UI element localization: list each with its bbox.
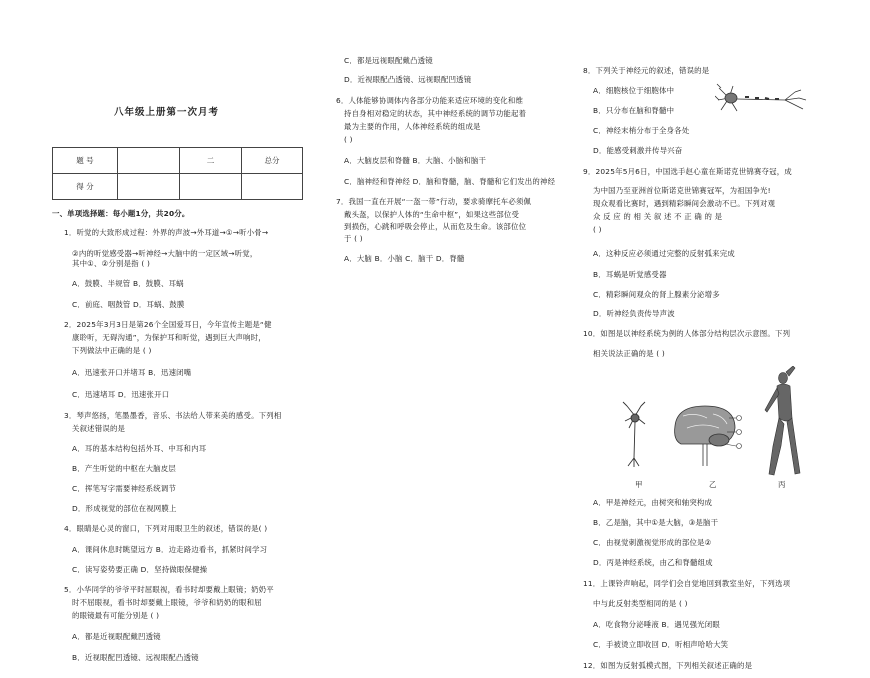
q10-line: 10．如图是以神经系统为例的人体部分结构层次示意图。下列 — [583, 329, 791, 338]
q10-option: D．丙是神经系统，由乙和脊髓组成 — [593, 558, 713, 567]
q5-line: 时不屈眼视，看书时却要戴上眼镜，爷爷和奶奶的眼和屈 — [72, 598, 262, 607]
q2-line: 康聆听，无碍沟通”，为保护耳和听觉，遇到巨大声响时， — [72, 333, 266, 342]
q1-line: 1．听觉的大致形成过程：外界的声波→外耳道→①→听小骨→ — [64, 228, 269, 237]
q5-option: A．都是近视眼配戴凹透镜 — [72, 632, 161, 641]
table-cell: 二 — [180, 148, 242, 174]
nervous-system-figure — [615, 366, 825, 486]
q9-line: ( ) — [593, 225, 602, 234]
q5-option: D．近视眼配凸透镜、远视眼配凹透镜 — [344, 75, 472, 84]
column-2 — [320, 0, 575, 678]
q9-option: A．这种反应必须通过完整的反射弧来完成 — [593, 249, 735, 258]
q8-option: C．神经末梢分布于全身各处 — [593, 126, 690, 135]
figure-label-bing: 丙 — [778, 480, 786, 489]
q5-line: 5．小华同学的爷爷平时屈眼视，看书时却要戴上眼镜；奶奶平 — [64, 585, 274, 594]
q2-line: 下列做法中正确的是 ( ) — [72, 346, 152, 355]
figure-label-yi: 乙 — [709, 480, 717, 489]
q8-option: B．只分布在脑和脊髓中 — [593, 106, 675, 115]
q1-option: A．鼓膜、半规管 B．鼓膜、耳蜗 — [72, 279, 184, 288]
q11-line: 11．上课铃声响起，同学们会自觉地回到教室坐好，下列选项 — [583, 579, 791, 588]
q9-line: 为中国乃至亚洲首位斯诺克世锦赛冠军，为祖国争光! — [593, 186, 771, 195]
q3-option: D．形成视觉的部位在视网膜上 — [72, 504, 177, 513]
q3-line: 关叙述错误的是 — [72, 424, 126, 433]
table-cell — [118, 174, 180, 200]
q8-line: 8．下列关于神经元的叙述，错误的是 — [583, 66, 710, 75]
q6-line: 持自身相对稳定的状态，其中神经系统的调节功能起着 — [344, 109, 527, 118]
q6-option: A．大脑皮层和脊髓 B．大脑、小脑和脑干 — [344, 156, 487, 165]
q4-option: C．读写姿势要正确 D．坚持做眼保健操 — [72, 565, 208, 574]
q3-option: B．产生听觉的中枢在大脑皮层 — [72, 464, 176, 473]
q1-line: 其中①、②分别是指 ( ) — [72, 259, 151, 268]
q9-option: D．听神经负责传导声波 — [593, 309, 675, 318]
q6-line: 6．人体能够协调体内各部分功能来适应环境的变化和维 — [336, 96, 524, 105]
q5-option: B．近视眼配凹透镜、远视眼配凸透镜 — [72, 653, 199, 662]
q11-option: A．吃食物分泌唾液 B．遇见强光闭眼 — [593, 620, 720, 629]
q9-line: 9．2025年5月6日，中国选手赵心童在斯诺克世锦赛夺冠，成 — [583, 167, 792, 176]
q3-option: A．耳的基本结构包括外耳、中耳和内耳 — [72, 444, 207, 453]
q5-line: 的眼镜最有可能分别是 ( ) — [72, 611, 160, 620]
q10-line: 相关说法正确的是 ( ) — [593, 349, 665, 358]
q12-line: 12．如图为反射弧模式图，下列相关叙述正确的是 — [583, 661, 753, 670]
q2-line: 2．2025年3月3日是第26个全国爱耳日，今年宣传主题是“健 — [64, 320, 272, 329]
human-body-icon — [765, 366, 800, 475]
q8-option: A．细胞核位于细胞体中 — [593, 86, 675, 95]
q5-option: C．都是远视眼配戴凸透镜 — [344, 56, 433, 65]
score-table — [52, 147, 303, 200]
q9-option: B．耳蜗是听觉感受器 — [593, 270, 667, 279]
score-table-row — [53, 148, 303, 174]
q1-option: C．前庭、咽鼓管 D．耳蜗、鼓膜 — [72, 300, 185, 309]
q10-option: C．由视觉刺激视觉形成的部位是② — [593, 538, 712, 547]
q3-line: 3．琴声悠扬，笔墨墨香，音乐、书法给人带来美的感受。下列相 — [64, 411, 282, 420]
q7-line: 戴头盔，以保护人体的“生命中枢”，如果这些部位受 — [344, 210, 520, 219]
q4-option: A．课间休息时眺望远方 B．边走路边看书，抓紧时间学习 — [72, 545, 268, 554]
table-cell: 得 分 — [53, 174, 118, 200]
q6-line: 最为主要的作用，人体神经系统的组成是 — [344, 122, 481, 131]
neuron-icon — [623, 402, 645, 467]
q3-option: C．挥笔写字需要神经系统调节 — [72, 484, 177, 493]
q11-line: 中与此反射类型相同的是 ( ) — [593, 599, 688, 608]
table-cell: 题 号 — [53, 148, 118, 174]
q7-option: A．大脑 B．小脑 C．脑干 D．脊髓 — [344, 254, 465, 263]
q7-line: 到损伤，心跳和呼吸会停止，从而危及生命。该部位位 — [344, 222, 527, 231]
column-3 — [575, 0, 870, 678]
q7-line: 于 ( ) — [344, 234, 363, 243]
page-title: 八年级上册第一次月考 — [114, 107, 220, 118]
q9-line: 众 反 应 的 相 关 叙 述 不 正 确 的 是 — [593, 212, 723, 221]
table-cell — [118, 148, 180, 174]
q7-line: 7．我国一直在开展“一盔一带”行动，要求骑摩托车必须佩 — [336, 197, 532, 206]
q9-line: 现众观看比赛时，遇到精彩瞬间会激动不已。下列对观 — [593, 199, 776, 208]
score-table-row — [53, 174, 303, 200]
table-cell: 总分 — [242, 148, 303, 174]
q6-line: ( ) — [344, 135, 353, 144]
column-1 — [0, 0, 320, 678]
q1-line: ②内的听觉感受器→听神经→大脑中的一定区域→听觉， — [72, 249, 258, 258]
q10-option: A．甲是神经元，由树突和轴突构成 — [593, 498, 713, 507]
q2-option: A．迅速张开口并堵耳 B．迅速闭嘴 — [72, 368, 192, 377]
q11-option: C．手被烫立即收回 D．听相声哈哈大笑 — [593, 640, 729, 649]
q8-option: D．能感受刺激并传导兴奋 — [593, 146, 683, 155]
neuron-illustration — [715, 78, 810, 118]
q10-option: B．乙是脑，其中①是大脑，③是脑干 — [593, 518, 719, 527]
figure-label-jia: 甲 — [635, 480, 643, 489]
table-cell — [180, 174, 242, 200]
q6-option: C．脑神经和脊神经 D．脑和脊髓，脑、脊髓和它们发出的神经 — [344, 177, 556, 186]
section-heading: 一、单项选择题：每小题1分，共20分。 — [52, 209, 190, 218]
q2-option: C．迅速堵耳 D．迅速张开口 — [72, 390, 170, 399]
brain-icon — [675, 406, 735, 466]
q9-option: C．精彩瞬间观众的肾上腺素分泌增多 — [593, 290, 720, 299]
q4-line: 4．眼睛是心灵的窗口，下列对用眼卫生的叙述，错误的是( ) — [64, 524, 268, 533]
table-cell — [242, 174, 303, 200]
